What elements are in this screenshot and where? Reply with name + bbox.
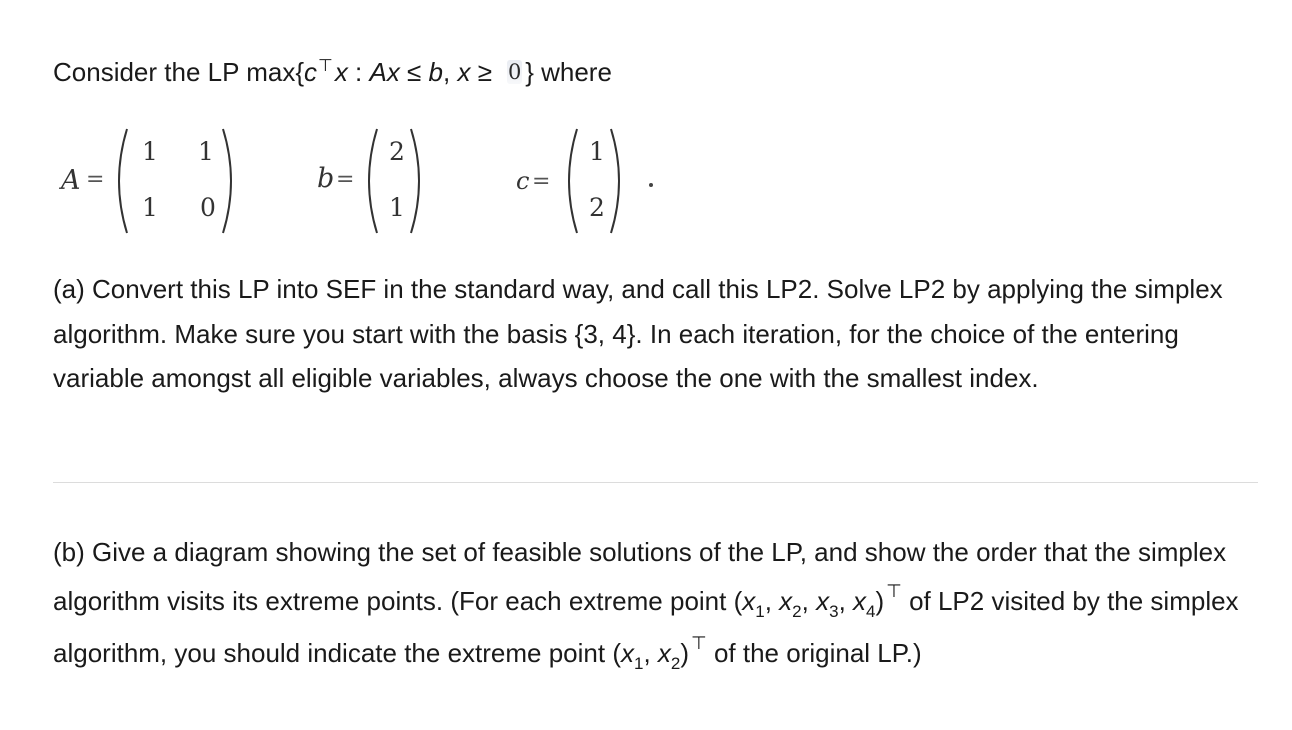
left-paren-icon bbox=[559, 127, 581, 235]
period-dot bbox=[649, 183, 653, 187]
matrix-A-equals: = bbox=[86, 167, 105, 192]
var-c: c bbox=[304, 57, 317, 87]
matrix-definitions bbox=[55, 127, 695, 235]
right-paren-icon bbox=[607, 127, 629, 235]
left-paren-icon bbox=[109, 127, 131, 235]
problem-intro: Consider the LP max{c⊤x : Ax ≤ b, x ≥ 0 } where bbox=[53, 56, 612, 87]
right-paren-icon bbox=[219, 127, 241, 235]
vector-b-label: b bbox=[317, 163, 335, 194]
matrix-A-label: A bbox=[61, 165, 81, 196]
transpose-symbol: ⊤ bbox=[691, 633, 707, 653]
vector-c-cell: 2 bbox=[589, 193, 605, 222]
vector-b-cell: 2 bbox=[389, 137, 405, 166]
matrix-A-cell: 1 bbox=[142, 137, 158, 166]
part-b-question: (b) Give a diagram showing the set of feasible solutions of the LP, and show the order that the simplex algorithm visits its extreme points. (For each extreme point ($x_1$, $x_2$, $x_3$, $x_4$) ⊤ of LP2 visited by the simplex algorithm, you should indicate the extreme point ($x_1$, $x_2$) ⊤ of the original LP.) bbox=[53, 537, 1239, 673]
matrix-A-cell: 0 bbox=[200, 193, 216, 222]
vector-b-equals: = bbox=[336, 167, 355, 192]
vector-b-cell: 1 bbox=[389, 193, 405, 222]
vector-c-cell: 1 bbox=[589, 137, 605, 166]
transpose-symbol: ⊤ bbox=[318, 56, 333, 75]
zero-vector-image: 0 bbox=[508, 60, 522, 84]
vector-c-equals: = bbox=[532, 169, 551, 194]
matrix-A-cell: 1 bbox=[198, 137, 214, 166]
vector-c-label: c bbox=[516, 167, 530, 195]
part-a-question: (a) Convert this LP into SEF in the standard way, and call this LP2. Solve LP2 by applying the simplex algorithm. Make sure you start with the basis {3, 4}. In each iteration, for the choice of the entering variable amongst all eligible variables, always choose the one with the smallest index. bbox=[53, 274, 1223, 393]
section-divider bbox=[53, 482, 1258, 483]
left-paren-icon bbox=[359, 127, 381, 235]
right-paren-icon bbox=[407, 127, 429, 235]
transpose-symbol: ⊤ bbox=[886, 581, 902, 601]
matrix-A-cell: 1 bbox=[142, 193, 158, 222]
